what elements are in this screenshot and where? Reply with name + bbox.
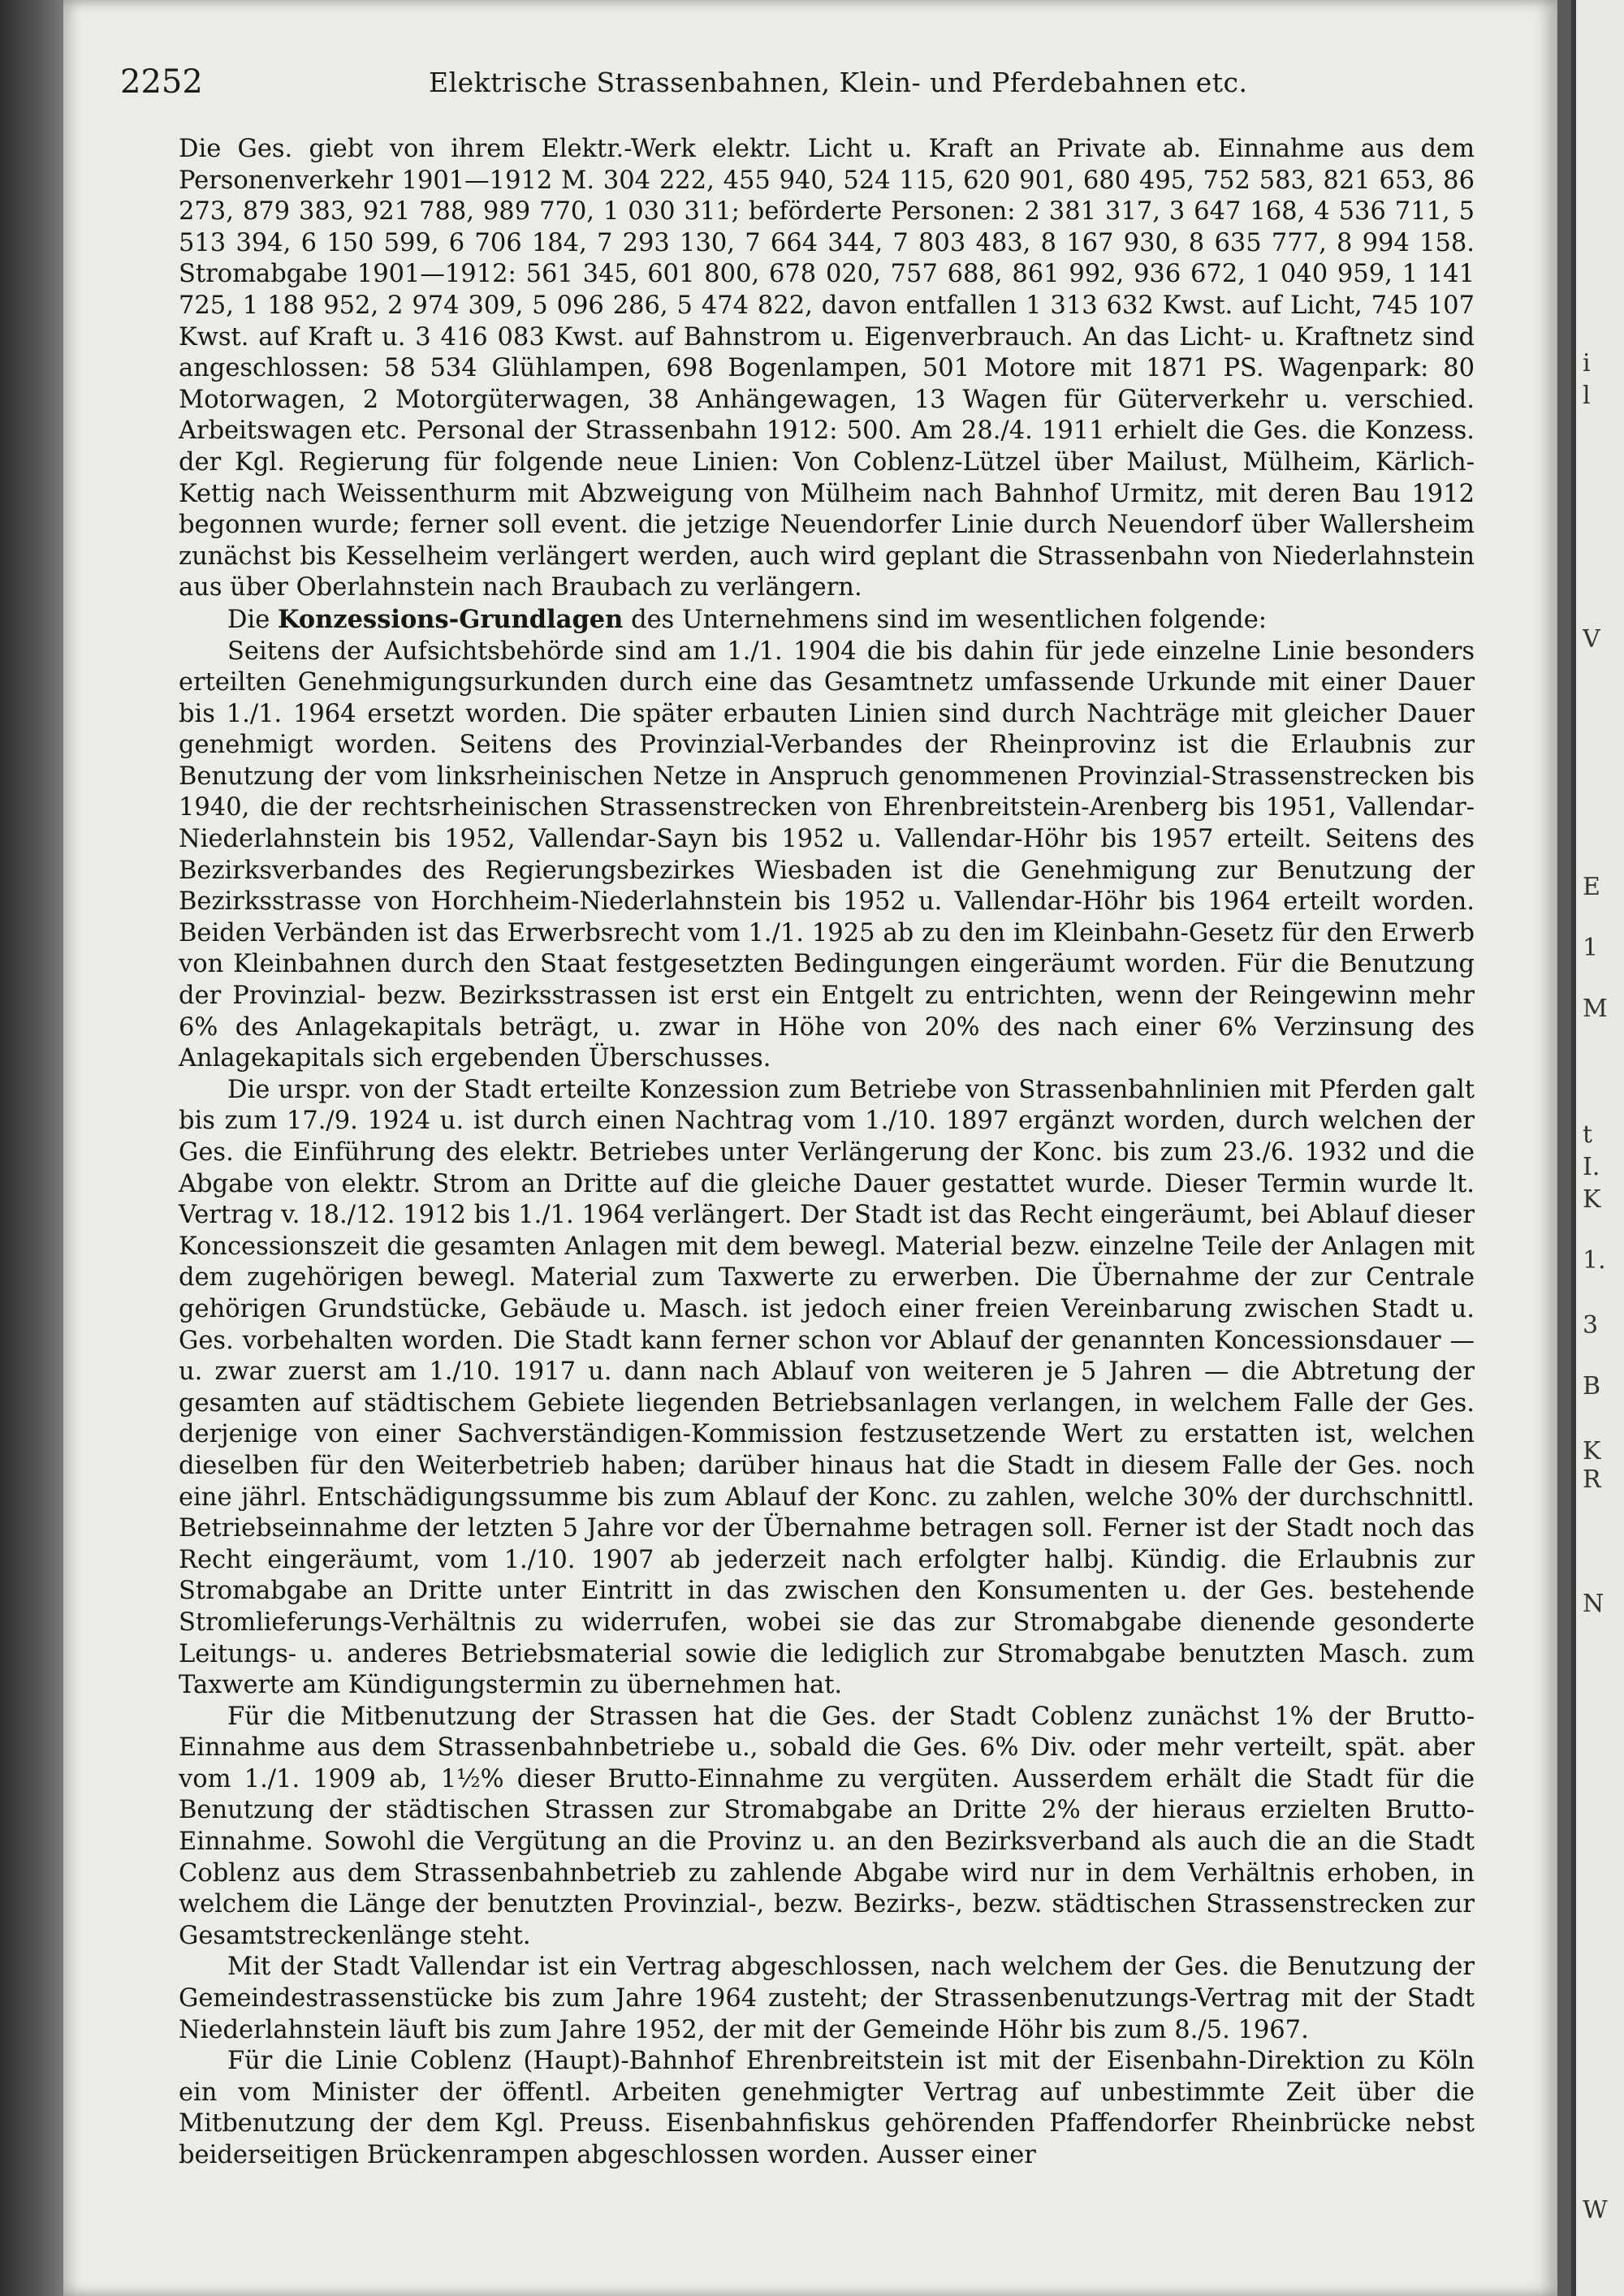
adjacent-page-fragment: B <box>1583 1372 1601 1400</box>
adjacent-page-fragment: 1. <box>1583 1246 1606 1275</box>
body-text <box>179 134 1475 2172</box>
adjacent-page-fragment: 3 <box>1583 1311 1599 1340</box>
paragraph-supervisory: Seitens der Aufsichtsbehörde sind am 1./1. 1904 die bis dahin für jede einzelne Linie besonders erteilten Genehmigungsurkunden durch eine das Gesamtnetz umfassende Urkunde mit einer Dauer bis 1./1. 1964 ersetzt worden. Die später erbauten Linien sind durch Nachträge mit gleicher Dauer genehmigt worden. Seitens des Provinzial-Verbandes der Rheinprovinz ist die Erlaubnis zur Benutzung der vom linksrheinischen Netze in Anspruch genommenen Provinzial-Strassenstrecken bis 1940, die der rechtsrheinischen Strassenstrecken von Ehrenbreitstein-Arenberg bis 1951, Vallendar-Niederlahnstein bis 1952, Vallendar-Sayn bis 1952 u. Vallendar-Höhr bis 1957 erteilt. Seitens des Bezirksverbandes des Regierungsbezirkes Wiesbaden ist die Genehmigung zur Benutzung der Bezirksstrasse von Horchheim-Niederlahnstein bis 1952 u. Vallendar-Höhr bis 1964 erteilt worden. Beiden Verbänden ist das Erwerbsrecht vom 1./1. 1925 ab zu den im Kleinbahn-Gesetz für den Erwerb von Kleinbahnen durch den Staat festgesetzten Bedingungen eingeräumt worden. Für die Benutzung der Provinzial- bezw. Bezirksstrassen ist erst ein Entgelt zu entrichten, wenn der Reingewinn mehr 6% des Anlagekapitals beträgt, u. zwar in Höhe von 20% des nach einer 6% Verzinsung des Anlagekapitals sich ergebenden Überschusses. <box>179 637 1475 1073</box>
paragraph-street-use: Für die Mitbenutzung der Strassen hat die Ges. der Stadt Coblenz zunächst 1% der Brutto-Einnahme aus dem Strassenbahnbetriebe u., sobald die Ges. 6% Div. oder mehr verteilt, spät. aber vom 1./1. 1909 ab, 1½% dieser Brutto-Einnahme zu vergüten. Ausserdem erhält die Stadt für die Benutzung der städtischen Strassen zur Stromabgabe an Dritte 2% der hieraus erzielten Brutto-Einnahme. Sowohl die Vergütung an die Provinz u. an den Bezirksverband als auch die an die Stadt Coblenz aus dem Strassenbahnbetrieb zu zahlende Abgabe wird nur in dem Verhältnis erhoben, in welchem die Länge der benutzten Provinzial-, bezw. Bezirks-, bezw. städtischen Strassenstrecken zur Gesamtstreckenlänge steht. <box>179 1702 1475 1950</box>
paragraph-vallendar: Mit der Stadt Vallendar ist ein Vertrag abgeschlossen, nach welchem der Ges. die Benutzung der Gemeindestrassenstücke bis zum Jahre 1964 zusteht; der Strassenbenutzungs-Vertrag mit der Stadt Niederlahnstein läuft bis zum Jahre 1952, der mit der Gemeinde Höhr bis zum 8./5. 1967. <box>179 1953 1475 2044</box>
adjacent-page-fragment: I. <box>1583 1153 1600 1181</box>
adjacent-page-fragment: V <box>1583 625 1600 654</box>
adjacent-page-fragment: M <box>1583 995 1608 1023</box>
paragraph-bridge: Für die Linie Coblenz (Haupt)-Bahnhof Ehrenbreitstein ist mit der Eisenbahn-Direktion zu Köln ein vom Minister der öffentl. Arbeiten genehmigter Vertrag auf unbestimmte Zeit über die Mitbenutzung der dem Kgl. Preuss. Eisenbahnfiskus gehörenden Pfaffendorfer Rheinbrücke nebst beiderseitigen Brückenrampen abgeschlossen worden. Ausser einer <box>179 2047 1475 2169</box>
paragraph-city-concession: Die urspr. von der Stadt erteilte Konzession zum Betriebe von Strassenbahnlinien mit Pferden galt bis zum 17./9. 1924 u. ist durch einen Nachtrag vom 1./10. 1897 ergänzt worden, durch welchen der Ges. die Einführung des elektr. Betriebes unter Verlängerung der Konc. bis zum 23./6. 1932 und die Abgabe von elektr. Strom an Dritte auf die gleiche Dauer gestattet wurde. Dieser Termin wurde lt. Vertrag v. 18./12. 1912 bis 1./1. 1964 verlängert. Der Stadt ist das Recht eingeräumt, bei Ablauf dieser Koncessionszeit die gesamten Anlagen mit dem bewegl. Material bezw. einzelne Teile der Anlagen mit dem zugehörigen bewegl. Material zum Taxwerte zu erwerben. Die Übernahme der zur Centrale gehörigen Grundstücke, Gebäude u. Masch. ist jedoch einer freien Vereinbarung zwischen Stadt u. Ges. vorbehalten worden. Die Stadt kann ferner schon vor Ablauf der genannten Koncessionsdauer — u. zwar zuerst am 1./10. 1917 u. dann nach Ablauf von weiteren je 5 Jahren — die Abtretung der gesamten auf städtischem Gebiete liegenden Betriebsanlagen verlangen, in welchem Falle der Ges. derjenige von einer Sachverständigen-Kommission festzusetzende Wert zu erstatten ist, welchen dieselben für den Weiterbetrieb haben; darüber hinaus hat die Stadt in diesem Falle der Ges. noch eine jährl. Entschädigungssumme bis zum Ablauf der Konc. zu zahlen, welche 30% der durchschnittl. Betriebseinnahme der letzten 5 Jahre vor der Übernahme betragen soll. Ferner ist der Stadt noch das Recht eingeräumt, vom 1./10. 1907 ab jederzeit nach erfolgter halbj. Kündig. die Erlaubnis zur Stromabgabe an Dritte unter Eintritt in das zwischen den Konsumenten u. der Ges. bestehende Stromlieferungs-Verhältnis zu widerrufen, wobei sie das zur Stromabgabe dienende gesonderte Leitungs- u. anderes Betriebsmaterial sowie die lediglich zur Stromabgabe benutzten Masch. zum Taxwerte am Kündigungstermin zu übernehmen hat. <box>179 1075 1475 1700</box>
paragraph-revenue: Die Ges. giebt von ihrem Elektr.-Werk elektr. Licht u. Kraft an Private ab. Einnahme aus dem Personenverkehr 1901—1912 M. 304 222, 455 940, 524 115, 620 901, 680 495, 752 583, 821 653, 86 273, 879 383, 921 788, 989 770, 1 030 311; beförderte Personen: 2 381 317, 3 647 168, 4 536 711, 5 513 394, 6 150 599, 6 706 184, 7 293 130, 7 664 344, 7 803 483, 8 167 930, 8 635 777, 8 994 158. Stromabgabe 1901—1912: 561 345, 601 800, 678 020, 757 688, 861 992, 936 672, 1 040 959, 1 141 725, 1 188 952, 2 974 309, 5 096 286, 5 474 822, davon entfallen 1 313 632 Kwst. auf Licht, 745 107 Kwst. auf Kraft u. 3 416 083 Kwst. auf Bahnstrom u. Eigenverbrauch. An das Licht- u. Kraftnetz sind angeschlossen: 58 534 Glühlampen, 698 Bogenlampen, 501 Motore mit 1871 PS. Wagenpark: 80 Motorwagen, 2 Motorgüterwagen, 38 Anhängewagen, 13 Wagen für Güterverkehr u. verschied. Arbeitswagen etc. Personal der Strassenbahn 1912: 500. Am 28./4. 1911 erhielt die Ges. die Konzess. der Kgl. Regierung für folgende neue Linien: Von Coblenz-Lützel über Mailust, Mülheim, Kärlich-Kettig nach Weissenthurm mit Abzweigung von Mülheim nach Bahnhof Urmitz, mit deren Bau 1912 begonnen wurde; ferner soll event. die jetzige Neuendorfer Linie durch Neuendorf über Wallersheim zunächst bis Kesselheim verlängert werden, auch wird geplant die Strassenbahn von Niederlahnstein aus über Oberlahnstein nach Braubach zu verlängern. <box>179 135 1475 602</box>
page-number: 2252 <box>120 63 203 101</box>
adjacent-page-fragment: K <box>1583 1437 1601 1465</box>
adjacent-page-fragment: K <box>1583 1185 1601 1214</box>
adjacent-page-fragment: W <box>1583 2196 1608 2225</box>
adjacent-page-fragment: l <box>1583 382 1591 410</box>
concession-intro-post: des Unternehmens sind im wesentlichen folgende: <box>623 605 1268 634</box>
adjacent-page-fragment: 1 <box>1583 934 1599 962</box>
adjacent-page-fragment: E <box>1583 873 1600 901</box>
scan-left-edge <box>0 0 63 2296</box>
paragraph-concession-intro <box>179 604 1475 637</box>
concession-intro-pre: Die <box>227 605 278 634</box>
adjacent-page-fragment: t <box>1583 1120 1593 1149</box>
page-header <box>120 63 1533 104</box>
adjacent-page-fragment: R <box>1583 1465 1601 1494</box>
adjacent-page-fragment: i <box>1583 349 1591 378</box>
running-head: Elektrische Strassenbahnen, Klein- und Pferdebahnen etc. <box>429 67 1248 98</box>
concession-heading: Konzessions-Grundlagen <box>277 604 624 634</box>
adjacent-page-strip <box>1571 0 1624 2296</box>
adjacent-page-fragment: N <box>1583 1590 1605 1618</box>
